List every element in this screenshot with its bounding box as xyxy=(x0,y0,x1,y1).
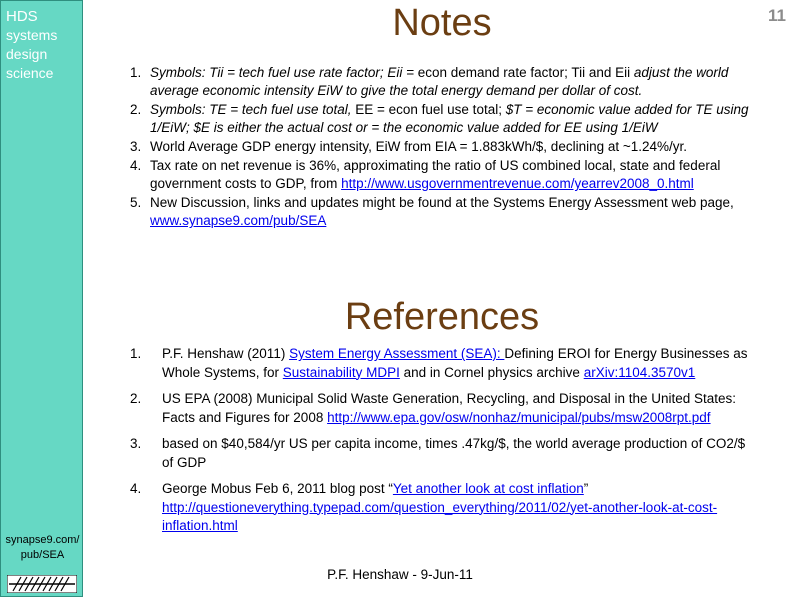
text-run: and in Cornel physics archive xyxy=(399,364,584,380)
italic-text: Symbols: Tii = tech fuel use rate factor; Eii = xyxy=(150,65,418,80)
text-run: econ demand rate factor; Tii and Eii xyxy=(417,65,634,80)
item-text xyxy=(150,195,734,228)
list-number: 3. xyxy=(130,139,142,154)
reference-item xyxy=(130,480,750,536)
notes-list xyxy=(126,64,766,231)
list-number: 3. xyxy=(130,436,142,451)
hyperlink[interactable]: Yet another look at cost inflation xyxy=(392,481,584,496)
item-text xyxy=(150,139,687,154)
references-list xyxy=(130,345,750,544)
sidebar-site-link[interactable] xyxy=(1,533,84,563)
italic-text: adjust the world average economic intensity EiW to give the total energy demand per dollar of cost. xyxy=(150,65,729,98)
notes-title: Notes xyxy=(392,2,492,44)
text-run: P.F. Henshaw (2011) xyxy=(162,346,290,361)
text-run: George Mobus Feb 6, 2011 blog post “ xyxy=(162,481,393,496)
item-text xyxy=(150,158,720,191)
hyperlink[interactable]: http://www.epa.gov/osw/nonhaz/municipal/pubs/msw2008rpt.pdf xyxy=(327,409,711,425)
text-run: Defining EROI for Energy Businesses as Whole Systems, for xyxy=(162,346,748,380)
hyperlink[interactable]: http://questioneverything.typepad.com/question_everything/2011/02/yet-another-look-at-cost-inflation.html xyxy=(162,499,718,533)
hyperlink[interactable]: arXiv:1104.3570v1 xyxy=(583,364,696,380)
text-run: EE = econ fuel use total; xyxy=(355,102,506,117)
list-number: 2. xyxy=(130,102,142,117)
brand-design: design xyxy=(6,46,48,62)
references-title: References xyxy=(344,296,540,338)
sidebar-link-line-2: pub/SEA xyxy=(20,549,65,561)
list-number: 4. xyxy=(130,158,142,173)
reference-item xyxy=(130,435,750,472)
list-number: 1. xyxy=(130,65,142,80)
list-number: 4. xyxy=(130,481,142,496)
brand-science: science xyxy=(6,65,54,81)
reference-item xyxy=(130,345,750,382)
text-run: New Discussion, links and updates might be found at the Systems Energy Assessment web page, xyxy=(150,195,734,210)
item-text xyxy=(162,481,717,533)
note-item xyxy=(126,64,766,100)
item-text xyxy=(150,102,748,135)
reference-item xyxy=(130,390,750,427)
text-run: based on $40,584/yr US per capita income, times .47kg/$, the world average production of CO2/$ of GDP xyxy=(162,436,746,470)
list-number: 5. xyxy=(130,195,142,210)
footer-author-date: P.F. Henshaw - 9-Jun-11 xyxy=(327,567,473,582)
list-number: 1. xyxy=(130,346,142,361)
item-text xyxy=(162,391,736,425)
note-item xyxy=(126,157,766,193)
item-text xyxy=(162,346,748,380)
sidebar xyxy=(0,0,83,597)
italic-text: $T = economic value added for TE using 1/EiW; $E is either the actual cost or = the economic value added for EE using 1/EiW xyxy=(150,102,749,135)
text-run: World Average GDP energy intensity, EiW from EIA = 1.883kWh/$, declining at ~1.24%/yr. xyxy=(150,139,688,154)
brand-text xyxy=(6,7,57,83)
text-run: Tax rate on net revenue is 36%, approximating the ratio of US combined local, state and federal government costs to GDP, from xyxy=(150,158,721,191)
list-number: 2. xyxy=(130,391,142,406)
note-item xyxy=(126,101,766,137)
hyperlink[interactable]: System Energy Assessment (SEA): xyxy=(289,346,505,361)
text-run: US EPA (2008) Municipal Solid Waste Generation, Recycling, and Disposal in the United States: Facts and Figures for 2008 xyxy=(162,391,737,425)
hyperlink[interactable]: http://www.usgovernmentrevenue.com/yearrev2008_0.html xyxy=(341,176,694,191)
brand-hds: HDS xyxy=(6,8,38,25)
hyperlink[interactable]: Sustainability MDPI xyxy=(282,364,400,380)
text-run: ” xyxy=(583,481,589,496)
hyperlink[interactable]: www.synapse9.com/pub/SEA xyxy=(150,213,327,228)
item-text xyxy=(162,436,745,470)
italic-text: Symbols: TE = tech fuel use total, xyxy=(150,102,356,117)
note-item xyxy=(126,138,766,156)
item-text xyxy=(150,65,728,98)
page-number: 11 xyxy=(768,6,786,25)
brand-systems: systems xyxy=(6,27,58,43)
sidebar-link-line-1: synapse9.com/ xyxy=(5,534,80,546)
note-item xyxy=(126,194,766,230)
